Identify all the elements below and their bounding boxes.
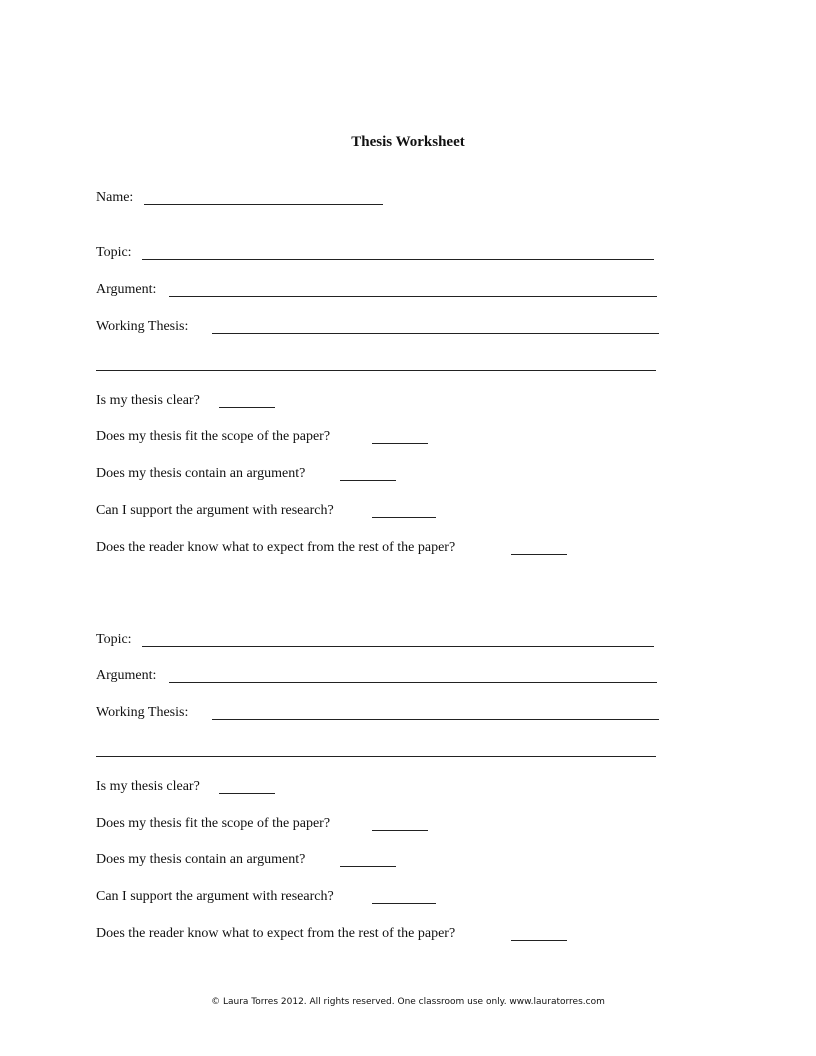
topic-label: Topic: <box>96 632 132 647</box>
working-thesis-label: Working Thesis: <box>96 319 189 334</box>
argument-label: Argument: <box>96 282 157 297</box>
question-thesis-argument: Does my thesis contain an argument? <box>96 852 306 867</box>
question-thesis-scope: Does my thesis fit the scope of the paper? <box>96 429 331 444</box>
argument-label: Argument: <box>96 668 157 683</box>
working-thesis-field[interactable] <box>212 719 659 720</box>
answer-thesis-scope[interactable] <box>372 443 428 444</box>
copyright-footer: © Laura Torres 2012. All rights reserved. One classroom use only. www.lauratorres.com <box>211 997 605 1007</box>
answer-reader-expectation[interactable] <box>511 554 567 555</box>
answer-thesis-scope[interactable] <box>372 830 428 831</box>
answer-thesis-clear[interactable] <box>219 793 275 794</box>
answer-thesis-argument[interactable] <box>340 866 396 867</box>
answer-support-research[interactable] <box>372 517 436 518</box>
argument-field[interactable] <box>169 682 657 683</box>
page-title: Thesis Worksheet <box>351 134 465 150</box>
topic-label: Topic: <box>96 245 132 260</box>
working-thesis-field-continued[interactable] <box>96 756 656 757</box>
name-label: Name: <box>96 190 134 205</box>
argument-field[interactable] <box>169 296 657 297</box>
answer-reader-expectation[interactable] <box>511 940 567 941</box>
question-reader-expectation: Does the reader know what to expect from the rest of the paper? <box>96 926 456 941</box>
answer-thesis-clear[interactable] <box>219 407 275 408</box>
question-thesis-scope: Does my thesis fit the scope of the paper? <box>96 816 331 831</box>
question-thesis-clear: Is my thesis clear? <box>96 779 200 794</box>
topic-field[interactable] <box>142 259 654 260</box>
working-thesis-field-continued[interactable] <box>96 370 656 371</box>
question-support-research: Can I support the argument with research? <box>96 503 334 518</box>
topic-field[interactable] <box>142 646 654 647</box>
question-thesis-argument: Does my thesis contain an argument? <box>96 466 306 481</box>
answer-support-research[interactable] <box>372 903 436 904</box>
question-thesis-clear: Is my thesis clear? <box>96 393 200 408</box>
question-reader-expectation: Does the reader know what to expect from the rest of the paper? <box>96 540 456 555</box>
answer-thesis-argument[interactable] <box>340 480 396 481</box>
working-thesis-field[interactable] <box>212 333 659 334</box>
question-support-research: Can I support the argument with research? <box>96 889 334 904</box>
name-field[interactable] <box>144 204 383 205</box>
working-thesis-label: Working Thesis: <box>96 705 189 720</box>
